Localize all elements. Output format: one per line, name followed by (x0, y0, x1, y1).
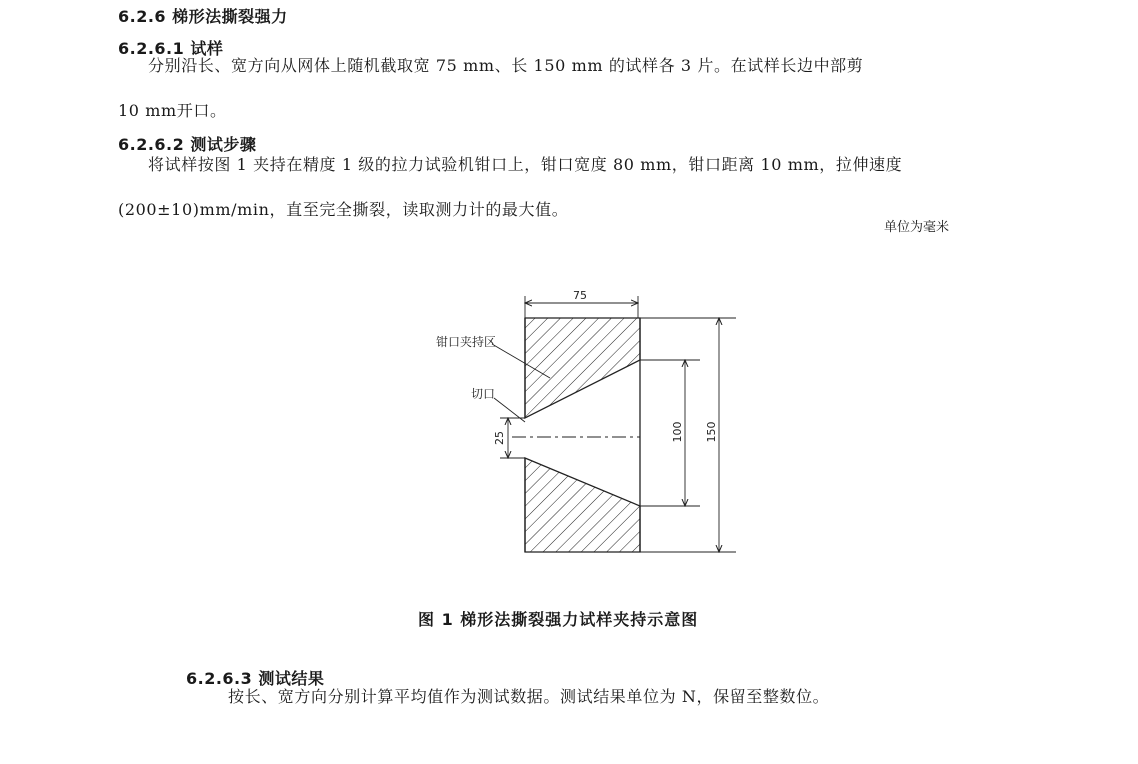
results-heading: 6.2.6.3 测试结果 (186, 669, 325, 688)
procedure-text-line2: (200±10)mm/min，直至完全撕裂，读取测力计的最大值。 (118, 200, 569, 219)
figure-caption: 图 1 梯形法撕裂强力试样夹持示意图 (418, 610, 699, 629)
procedure-heading: 6.2.6.2 测试步骤 (118, 135, 257, 154)
specimen-text-line1: 分别沿长、宽方向从网体上随机截取宽 75 mm、长 150 mm 的试样各 3 片。在试样长边中部剪 (148, 56, 864, 75)
lower-clamp-zone-hatch (525, 458, 640, 552)
units-note: 单位为毫米 (884, 220, 950, 235)
cut-label: 切口 (471, 387, 496, 401)
section-heading: 6.2.6 梯形法撕裂强力 (118, 7, 288, 26)
trapezoid-dimension-value: 100 (671, 421, 684, 443)
upper-clamp-zone-hatch (525, 318, 640, 418)
width-dimension-value: 75 (573, 289, 587, 302)
results-text-line1: 按长、宽方向分别计算平均值作为测试数据。测试结果单位为 N，保留至整数位。 (228, 687, 830, 706)
clamp-zone-label: 钳口夹持区 (436, 335, 497, 349)
procedure-text-line1: 将试样按图 1 夹持在精度 1 级的拉力试验机钳口上，钳口宽度 80 mm，钳口距离 10 mm，拉伸速度 (148, 155, 903, 174)
length-dimension-value: 150 (705, 421, 718, 443)
specimen-text-line2: 10 mm开口。 (118, 101, 227, 120)
specimen-heading: 6.2.6.1 试样 (118, 39, 224, 58)
cut-dimension-value: 25 (493, 431, 506, 445)
